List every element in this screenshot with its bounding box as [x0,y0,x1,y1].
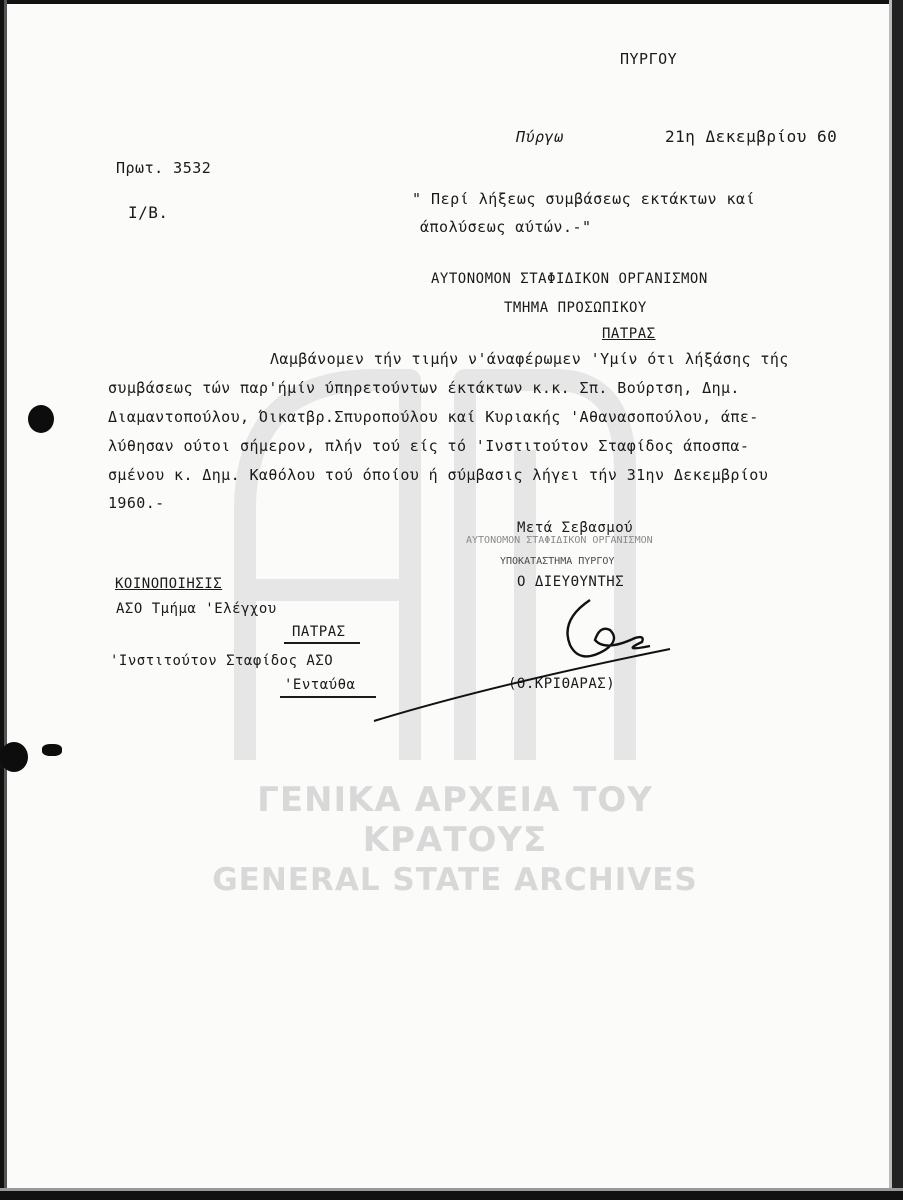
punch-hole-mark-lower [0,742,28,772]
closing-salutation: Μετά Σεβασμού [517,520,634,536]
scan-edge-top [0,0,903,4]
body-line: Διαμαντοπούλου, Όικατβρ.Σπυροπούλου καί Κυριακής 'Αθανασοπούλου, άπε- [108,408,759,426]
signatory-title: Ο ΔΙΕΥΘΥΝΤΗΣ [517,574,625,590]
cc-recipient-1: ΑΣΟ Τμήμα 'Ελέγχου [116,601,277,617]
scan-edge-right [889,0,903,1200]
body-line: συμβάσεως τών παρ'ήμίν ύπηρετούντων έκτάκτων κ.κ. Σπ. Βούρτση, Δημ. [108,379,740,397]
subject-line-1: " Περί λήξεως συμβάσεως εκτάκτων καί [412,190,756,208]
header-town: ΠΥΡΓΟΥ [620,50,678,68]
cc-recipient-1-city: ΠΑΤΡΑΣ [292,624,346,640]
header-date: 21η Δεκεμβρίου 60 [665,127,838,146]
stamp-organization: ΑΥΤΟΝΟΜΟΝ ΣΤΑΦΙΔΙΚΟΝ ΟΡΓΑΝΙΣΜΟΝ [466,535,653,546]
watermark-english: GENERAL STATE ARCHIVES [212,862,698,898]
cc-heading: ΚΟΙΝΟΠΟΙΗΣΙΣ [115,576,223,592]
signatory-name: (Θ.ΚΡΙΘΑΡΑΣ) [508,676,616,692]
recipient-city: ΠΑΤΡΑΣ [602,326,656,342]
subject-line-2: άπολύσεως αύτών.-" [420,218,592,236]
header-place: Πύργω [516,128,564,146]
recipient-department: ΤΜΗΜΑ ΠΡΟΣΩΠΙΚΟΥ [504,300,647,316]
stamp-branch: ΥΠΟΚΑΤΑΣΤΗΜΑ ΠΥΡΓΟΥ [500,556,615,567]
watermark-greek: ΓΕΝΙΚΑ ΑΡΧΕΙΑ ΤΟΥ ΚΡΑΤΟΥΣ [257,780,653,860]
cc-underline-2 [280,696,376,698]
body-line: 1960.- [108,494,165,512]
recipient-organization: ΑΥΤΟΝΟΜΟΝ ΣΤΑΦΙΔΙΚΟΝ ΟΡΓΑΝΙΣΜΟΝ [431,271,708,287]
file-code: Ι/Β. [128,203,169,222]
cc-recipient-2-city: 'Ενταύθα [284,677,356,693]
punch-hole-mark-upper [28,405,54,433]
body-line: λύθησαν ούτοι σήμερον, πλήν τού είς τό 'Ινστιτούτον Σταφίδος άποσπα- [108,437,750,455]
cc-recipient-2: 'Ινστιτούτον Σταφίδος ΑΣΟ [110,653,334,669]
archive-watermark [190,780,720,898]
protocol-number: Πρωτ. 3532 [116,159,212,177]
ink-smudge [42,744,62,756]
signature-stroke [372,645,672,725]
scan-edge-bottom [0,1188,903,1200]
body-line: Λαμβάνομεν τήν τιμήν ν'άναφέρωμεν 'Υμίν ότι λήξάσης τής [270,350,789,368]
scan-edge-left [0,0,7,1200]
body-line: σμένου κ. Δημ. Καθόλου τού όποίου ή σύμβασις λήγει τήν 31ην Δεκεμβρίου [108,466,769,484]
cc-underline-1 [284,642,360,644]
